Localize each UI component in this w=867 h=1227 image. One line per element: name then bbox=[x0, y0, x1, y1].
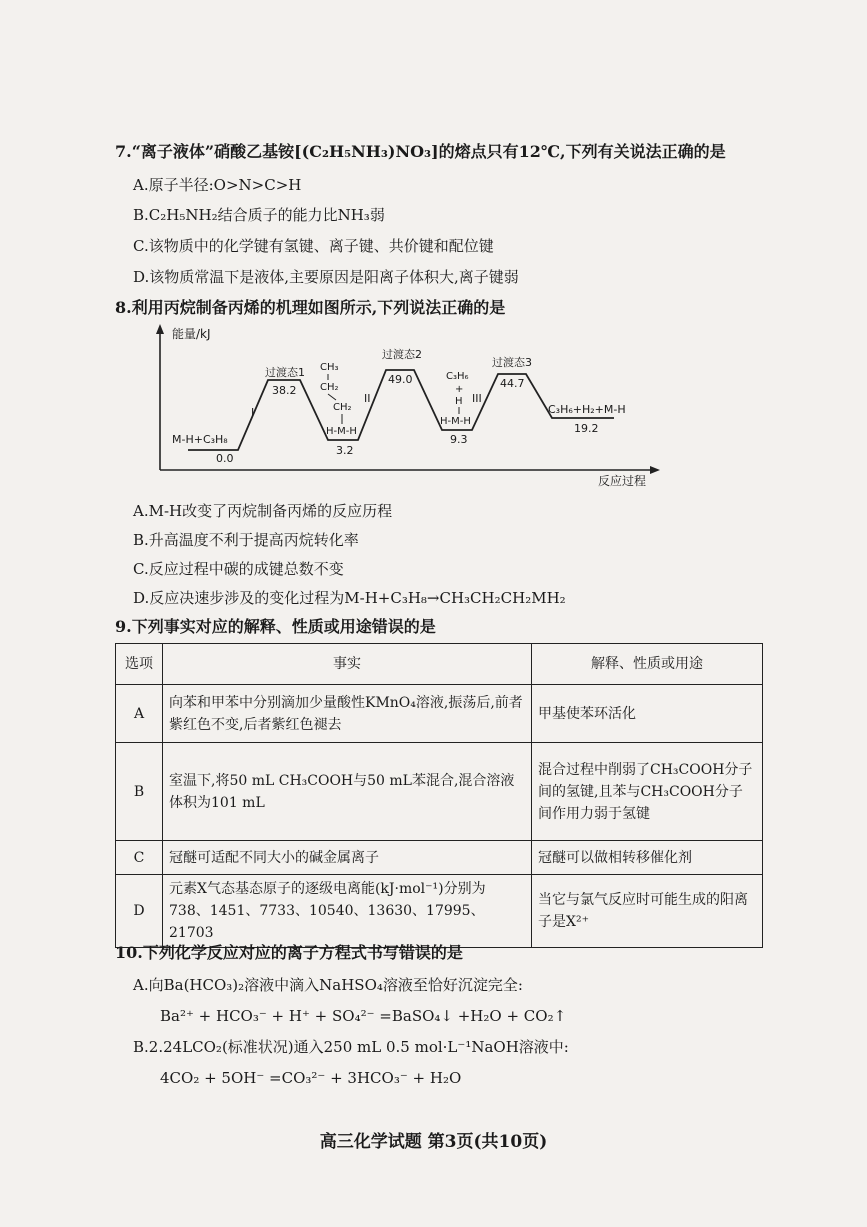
q10-option-b-equation: 4CO₂ + 5OH⁻ =CO₃²⁻ + 3HCO₃⁻ + H₂O bbox=[160, 1069, 462, 1087]
q7-option-a: A.原子半径:O>N>C>H bbox=[133, 176, 302, 194]
step-label-3: III bbox=[472, 392, 482, 405]
x-axis-arrow bbox=[650, 466, 660, 474]
row-b-option: B bbox=[116, 743, 163, 841]
end-species-label: C₃H₆+H₂+M-H bbox=[548, 403, 626, 416]
q10-stem: 10.下列化学反应对应的离子方程式书写错误的是 bbox=[115, 943, 463, 962]
row-a-option: A bbox=[116, 685, 163, 743]
transition-state-1-label: 过渡态1 bbox=[265, 366, 305, 379]
q7-option-c: C.该物质中的化学键有氢键、离子键、共价键和配位键 bbox=[133, 237, 494, 255]
q7-option-b: B.C₂H₅NH₂结合质子的能力比NH₃弱 bbox=[133, 206, 385, 224]
c3h6-label: C₃H₆ bbox=[446, 371, 469, 382]
intermediate-1-label: H-M-H bbox=[326, 426, 357, 437]
table-row bbox=[116, 875, 763, 948]
header-explanation: 解释、性质或用途 bbox=[532, 644, 763, 685]
c3h6-h: H bbox=[455, 396, 463, 407]
page-footer: 高三化学试题 第3页(共10页) bbox=[319, 1132, 548, 1152]
row-c-option: C bbox=[116, 841, 163, 875]
row-d-fact: 元素X气态基态原子的逐级电离能(kJ·mol⁻¹)分别为738、1451、7733、10540、13630、17995、21703 bbox=[163, 875, 532, 948]
level-value-3: 49.0 bbox=[388, 373, 413, 386]
chain-ch2-a: CH₂ bbox=[320, 382, 339, 393]
row-a-fact: 向苯和甲苯中分别滴加少量酸性KMnO₄溶液,振荡后,前者紫红色不变,后者紫红色褪去 bbox=[163, 685, 532, 743]
row-c-explanation: 冠醚可以做相转移催化剂 bbox=[532, 841, 763, 875]
start-species-label: M-H+C₃H₈ bbox=[172, 433, 228, 446]
level-value-4: 9.3 bbox=[450, 433, 468, 446]
row-b-fact: 室温下,将50 mL CH₃COOH与50 mL苯混合,混合溶液体积为101 mL bbox=[163, 743, 532, 841]
q8-stem: 8.利用丙烷制备丙烯的机理如图所示,下列说法正确的是 bbox=[115, 298, 506, 317]
row-c-fact: 冠醚可适配不同大小的碱金属离子 bbox=[163, 841, 532, 875]
level-value-6: 19.2 bbox=[574, 422, 599, 435]
transition-state-2-label: 过渡态2 bbox=[382, 348, 422, 361]
q8-option-d: D.反应决速步涉及的变化过程为M-H+C₃H₈→CH₃CH₂CH₂MH₂ bbox=[133, 589, 566, 607]
q7-stem: 7.“离子液体”硝酸乙基铵[(C₂H₅NH₃)NO₃]的熔点只有12℃,下列有关说法正确的是 bbox=[115, 142, 726, 161]
y-axis-arrow bbox=[156, 324, 164, 334]
step-label-1: I bbox=[251, 406, 255, 419]
level-value-5: 44.7 bbox=[500, 377, 525, 390]
level-value-1: 38.2 bbox=[272, 384, 297, 397]
row-d-option: D bbox=[116, 875, 163, 948]
energy-diagram bbox=[150, 322, 665, 492]
c3h6-plus: + bbox=[455, 384, 464, 395]
facts-table bbox=[115, 643, 763, 948]
q8-option-c: C.反应过程中碳的成键总数不变 bbox=[133, 560, 344, 578]
q10-option-a-equation: Ba²⁺ + HCO₃⁻ + H⁺ + SO₄²⁻ =BaSO₄↓ +H₂O + CO₂↑ bbox=[160, 1007, 567, 1025]
transition-state-3-label: 过渡态3 bbox=[492, 356, 532, 369]
header-fact: 事实 bbox=[163, 644, 532, 685]
level-value-0: 0.0 bbox=[216, 452, 234, 465]
q8-option-b: B.升高温度不利于提高丙烷转化率 bbox=[133, 531, 359, 549]
level-value-2: 3.2 bbox=[336, 444, 354, 457]
header-option: 选项 bbox=[116, 644, 163, 685]
q10-option-a: A.向Ba(HCO₃)₂溶液中滴入NaHSO₄溶液至恰好沉淀完全: bbox=[133, 976, 523, 994]
table-row bbox=[116, 841, 763, 875]
q7-option-d: D.该物质常温下是液体,主要原因是阳离子体积大,离子键弱 bbox=[133, 268, 519, 286]
table-row bbox=[116, 743, 763, 841]
x-axis-label: 反应过程 bbox=[598, 474, 647, 488]
table-row bbox=[116, 685, 763, 743]
intermediate-2-label: H-M-H bbox=[440, 416, 471, 427]
row-d-explanation: 当它与氯气反应时可能生成的阳离子是X²⁺ bbox=[532, 875, 763, 948]
table-header-row bbox=[116, 644, 763, 685]
step-label-2: II bbox=[364, 392, 371, 405]
q8-option-a: A.M-H改变了丙烷制备丙烯的反应历程 bbox=[133, 502, 393, 520]
q9-stem: 9.下列事实对应的解释、性质或用途错误的是 bbox=[115, 617, 436, 636]
chain-ch3: CH₃ bbox=[320, 362, 339, 373]
row-b-explanation: 混合过程中削弱了CH₃COOH分子间的氢键,且苯与CH₃COOH分子间作用力弱于氢键 bbox=[532, 743, 763, 841]
chain-ch2-b: CH₂ bbox=[333, 402, 352, 413]
row-a-explanation: 甲基使苯环活化 bbox=[532, 685, 763, 743]
y-axis-label: 能量/kJ bbox=[172, 327, 211, 341]
q10-option-b: B.2.24LCO₂(标准状况)通入250 mL 0.5 mol·L⁻¹NaOH溶液中: bbox=[133, 1038, 569, 1056]
